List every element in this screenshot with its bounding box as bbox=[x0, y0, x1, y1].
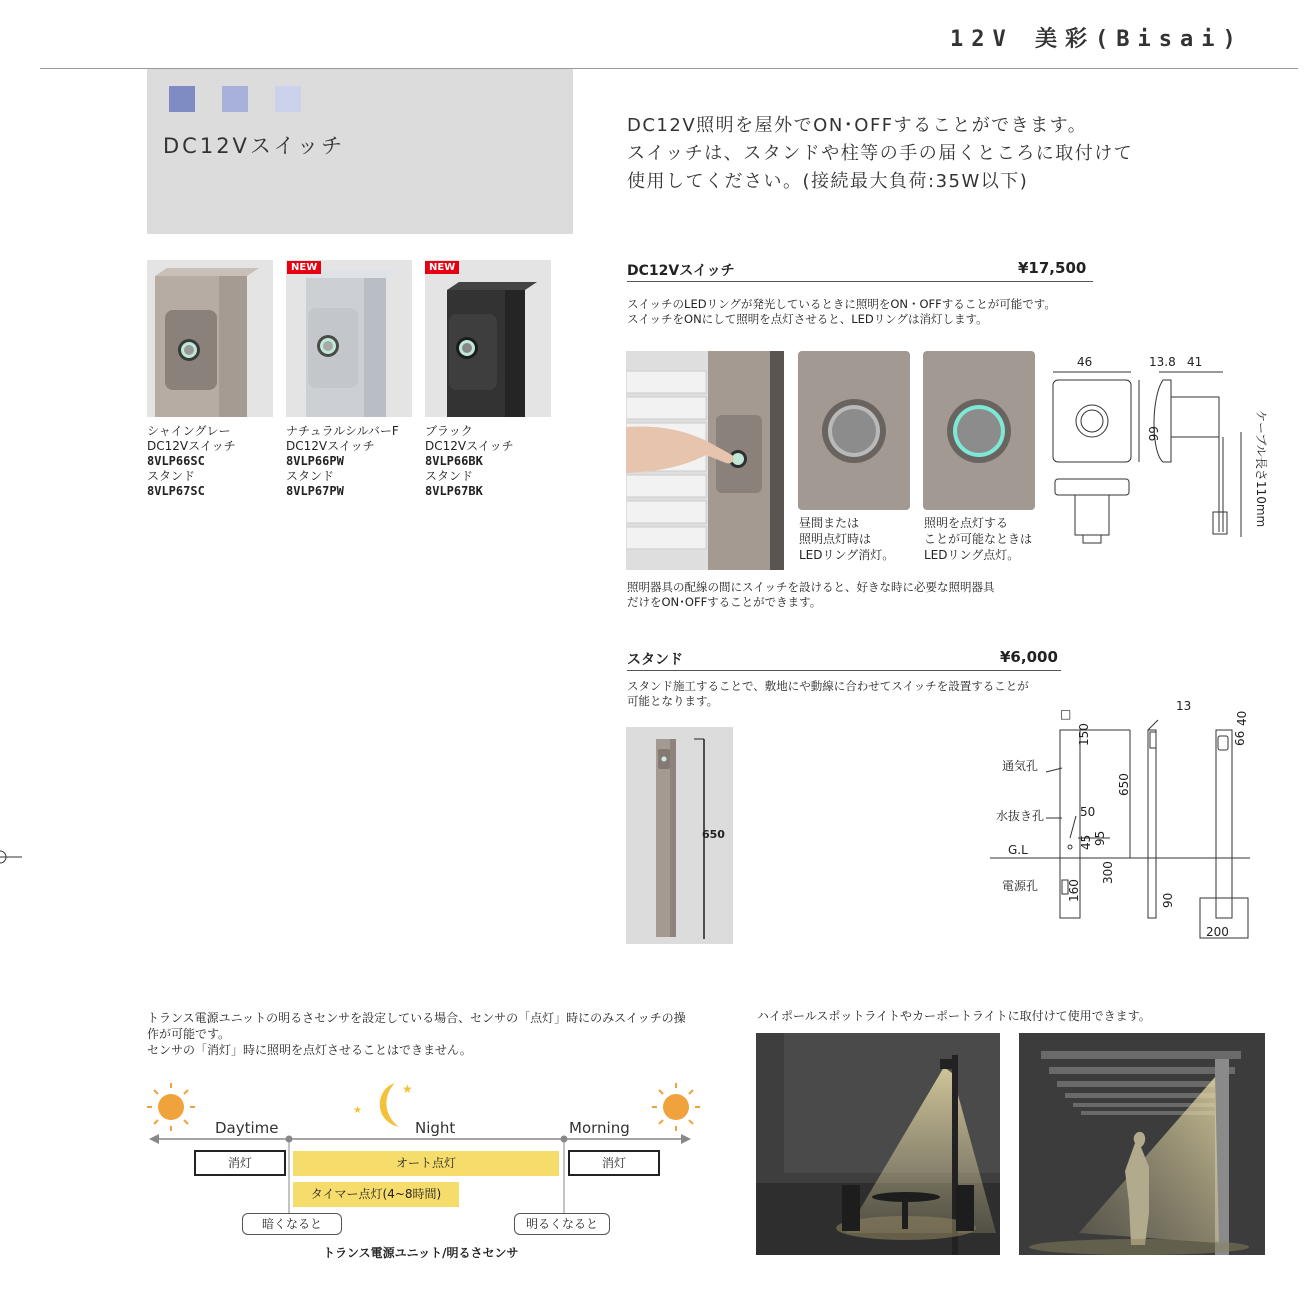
section-title: DC12Vスイッチ bbox=[163, 134, 346, 158]
svg-text:★: ★ bbox=[353, 1105, 362, 1116]
led-off-caption: 昼間または 照明点灯時は LEDリング消灯。 bbox=[799, 516, 895, 562]
sensor-note: トランス電源ユニットの明るさセンサを設定している場合、センサの「点灯」時にのみスイッチの操 作が可能です。 センサの「消灯」時に照明を点灯させることはできません。 bbox=[147, 1011, 686, 1057]
auto-on-bar: オート点灯 bbox=[293, 1151, 559, 1176]
stand-height-label: 650 bbox=[702, 828, 725, 841]
dark-trigger-pill: 暗くなると bbox=[242, 1213, 342, 1235]
product-caption: シャイングレー DC12Vスイッチ 8VLP66SC スタンド 8VLP67SC bbox=[147, 424, 236, 498]
product-code: 8VLP66BK bbox=[425, 454, 483, 468]
stand-code: 8VLP67SC bbox=[147, 484, 205, 498]
high-pole-spotlight-photo bbox=[756, 1033, 1000, 1255]
gl-label: G.L bbox=[1008, 843, 1028, 857]
bright-trigger-pill: 明るくなると bbox=[514, 1213, 610, 1235]
switch-description: スイッチのLEDリングが発光しているときに照明をON・OFFすることが可能です。 スイッチをONにして照明を点灯させると、LEDリングは消灯します。 bbox=[627, 297, 1056, 326]
stand-price: ¥6,000 bbox=[1000, 648, 1058, 666]
vent-label: 通気孔 bbox=[1002, 759, 1039, 773]
product-code: 8VLP66PW bbox=[286, 454, 344, 468]
daytime-label: Daytime bbox=[215, 1119, 279, 1137]
carport-light-photo bbox=[1019, 1033, 1265, 1255]
product-caption: ナチュラルシルバーF DC12Vスイッチ 8VLP66PW スタンド 8VLP67PW bbox=[286, 424, 399, 498]
swatch-3 bbox=[275, 86, 301, 112]
stand-heading-rule bbox=[627, 670, 1061, 671]
dim-90: 90 bbox=[1161, 892, 1175, 908]
dim-depth-2: 41 bbox=[1187, 355, 1203, 369]
switch-price: ¥17,500 bbox=[1018, 259, 1087, 277]
switch-wiring-note: 照明器具の配線の間にスイッチを設けると、好きな時に必要な照明器具 だけをON･OFFすることができます。 bbox=[627, 580, 995, 609]
stand-code: 8VLP67BK bbox=[425, 484, 483, 498]
product-code: 8VLP66SC bbox=[147, 454, 205, 468]
stand-heading: スタンド bbox=[627, 652, 683, 668]
off-daytime-box: 消灯 bbox=[194, 1150, 286, 1176]
swatch-1 bbox=[169, 86, 195, 112]
timer-on-bar: タイマー点灯(4~8時間) bbox=[293, 1182, 459, 1207]
dim-cable-length: ケーブル長さ110mm bbox=[1254, 410, 1268, 528]
stand-dimension-drawing bbox=[990, 698, 1280, 944]
swatch-2 bbox=[222, 86, 248, 112]
svg-text:★: ★ bbox=[402, 1082, 413, 1096]
page-header-title: 12V 美彩(Bisai) bbox=[950, 27, 1244, 52]
dim-height: 66 bbox=[1146, 426, 1160, 442]
product-image-shine-gray bbox=[147, 260, 273, 417]
switch-led-off-photo bbox=[798, 351, 910, 510]
product-image-natural-silver bbox=[286, 260, 412, 417]
dim-40: 40 bbox=[1235, 710, 1249, 726]
off-morning-box: 消灯 bbox=[568, 1150, 660, 1176]
dim-66: 66 bbox=[1233, 730, 1247, 746]
dim-150: 150 bbox=[1077, 723, 1091, 746]
power-hole-label: 電源孔 bbox=[1002, 879, 1039, 893]
stand-description: スタンド施工することで、敷地にや動線に合わせてスイッチを設置することが 可能となります。 bbox=[627, 679, 1029, 708]
product-image-black bbox=[425, 260, 551, 417]
intro-line-1: DC12V照明を屋外でON･OFFすることができます。 bbox=[627, 115, 1088, 136]
stand-code: 8VLP67PW bbox=[286, 484, 344, 498]
switch-dimension-drawing bbox=[1045, 352, 1270, 552]
dim-95: 95 bbox=[1093, 830, 1107, 846]
product-caption: ブラック DC12Vスイッチ 8VLP66BK スタンド 8VLP67BK bbox=[425, 424, 514, 498]
intro-line-3: 使用してください。(接続最大負荷:35W以下) bbox=[627, 171, 1029, 192]
morning-label: Morning bbox=[569, 1119, 630, 1137]
sun-icon bbox=[147, 1083, 195, 1131]
switch-led-on-photo bbox=[923, 351, 1035, 510]
new-badge: NEW bbox=[425, 261, 459, 274]
led-on-caption: 照明を点灯する ことが可能なときは LEDリング点灯。 bbox=[924, 516, 1033, 562]
sensor-caption: トランス電源ユニット/明るさセンサ bbox=[323, 1246, 519, 1260]
moon-icon bbox=[353, 1082, 413, 1127]
switch-heading: DC12Vスイッチ bbox=[627, 263, 735, 279]
usage-note: ハイポールスポットライトやカーポートライトに取付けて使用できます。 bbox=[757, 1009, 1151, 1023]
intro-text bbox=[627, 112, 1247, 196]
dim-160: 160 bbox=[1067, 879, 1081, 902]
registration-mark-icon bbox=[0, 845, 24, 869]
dim-square-mark: □ bbox=[1060, 707, 1072, 721]
dim-300: 300 bbox=[1101, 861, 1115, 884]
dim-45: 45 bbox=[1079, 834, 1093, 850]
sun-icon bbox=[652, 1083, 700, 1131]
dim-width: 46 bbox=[1077, 355, 1093, 369]
dim-50: 50 bbox=[1080, 805, 1096, 819]
dim-depth-1: 13.8 bbox=[1149, 355, 1176, 369]
new-badge: NEW bbox=[287, 261, 321, 274]
switch-usage-photo bbox=[626, 351, 784, 570]
drain-label: 水抜き孔 bbox=[996, 809, 1045, 823]
night-label: Night bbox=[415, 1119, 456, 1137]
dim-200: 200 bbox=[1206, 925, 1229, 939]
intro-line-2: スイッチは、スタンドや柱等の手の届くところに取付けて bbox=[627, 143, 1134, 164]
dim-650: 650 bbox=[1117, 773, 1131, 796]
switch-heading-rule bbox=[627, 281, 1093, 282]
dim-13: 13 bbox=[1176, 699, 1192, 713]
